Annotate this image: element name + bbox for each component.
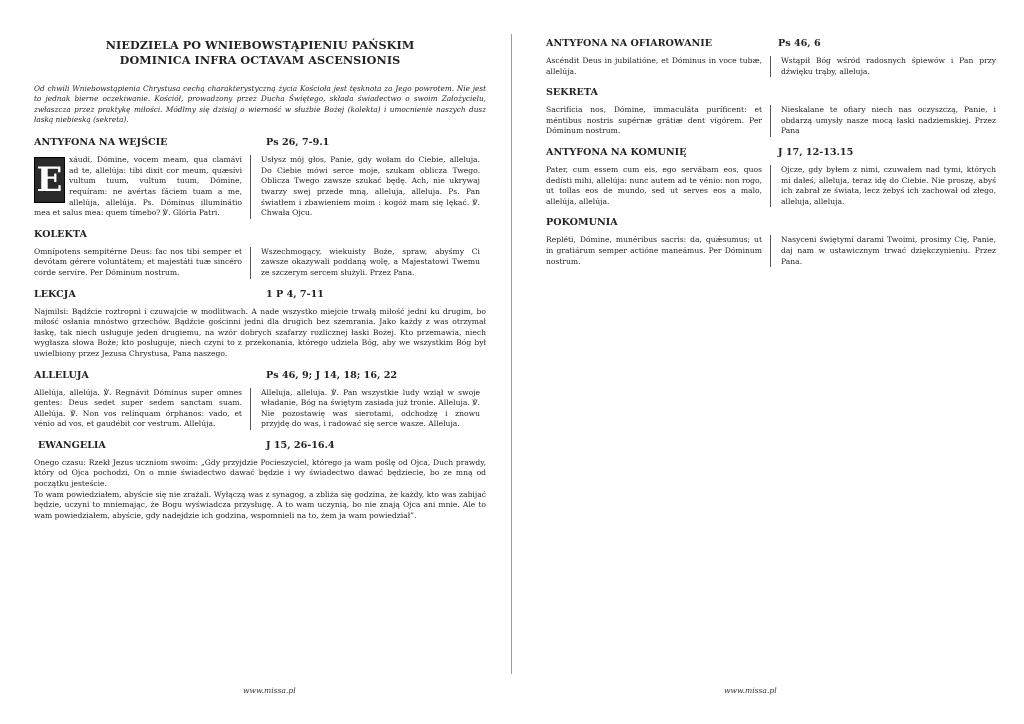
introit-reference: Ps 26, 7-9.1 xyxy=(266,137,330,149)
title-latin: DOMINICA INFRA OCTAVAM ASCENSIONIS xyxy=(119,53,401,67)
alleluia-latin: Allelúja, allelúja. ℣. Regnávit Dóminus super omnes gentes: Deus sedet super sedem sanctam suam. Allelúja. ℣. Non vos relínquam órphanos: vado, et vénio ad vos, et gaudébit cor vestrum. Allelúja. xyxy=(34,387,242,429)
gospel-paragraph-2: To wam powiedziałem, abyście się nie zrażali. Wyłączą was z synagog, a zbliża się godzina, że każdy, kto was zabijać będzie, uczyni to mniemając, że Bogu wyświadcza przysługę. A to wam uczynią, bo nie znają Ojca ani mnie. Ale to wam powiedziałem, abyście, gdy nadejdzie ich godzina, wspomnieli na to, żem ja wam powiedział”. xyxy=(34,489,486,520)
right-page xyxy=(512,0,1024,724)
introit-title: ANTYFONA NA WEJŚCIE xyxy=(34,137,168,149)
lesson-header xyxy=(34,289,486,301)
postcommunion-polish: Nasyceni świętymi darami Twoimi, prosimy Cię, Panie, daj nam w ustawicznym trwać dziękczynieniu. Przez Pana. xyxy=(770,235,996,267)
gospel-text xyxy=(34,458,486,522)
collect-header xyxy=(34,229,486,241)
offertory-polish: Wstąpił Bóg wśród radosnych śpiewów i Pan przy dźwięku trąby, alleluja. xyxy=(770,56,996,77)
introit-header xyxy=(34,137,486,149)
decorated-initial: E xyxy=(34,157,65,203)
collect-section xyxy=(34,247,486,279)
communion-latin: Pater, cum essem cum eis, ego servábam eos, quos dedísti mihi, allelúja: nunc autem ad te vénio: non rogo, ut tollas eos de mundo, sed ut serves eos a malo, allelúja, allelúja. xyxy=(546,164,762,206)
offertory-latin: Ascéndit Deus in jubilatióne, et Dóminus in voce tubæ, allelúja. xyxy=(546,56,762,76)
offertory-reference: Ps 46, 6 xyxy=(778,38,821,49)
communion-section xyxy=(546,165,998,207)
offertory-title: ANTYFONA NA OFIAROWANIE xyxy=(546,38,713,49)
collect-title: KOLEKTA xyxy=(34,228,87,240)
secret-polish: Nieskalane te ofiary niech nas oczyszczą, Panie, i obdarzą umysły nasze mocą łaski nadziemskiej. Przez Pana xyxy=(770,105,996,137)
collect-polish: Wszechmogący, wiekuisty Boże, spraw, abyśmy Ci zawsze okazywali poddaną wolę, a Majestatowi Twemu ze szczerym sercem służyli. Przez Pana. xyxy=(250,247,480,279)
postcommunion-section xyxy=(546,235,998,267)
lesson-reference: 1 P 4, 7-11 xyxy=(266,288,324,300)
secret-section xyxy=(546,105,998,137)
offertory-header xyxy=(546,38,998,50)
introit-latin-text: xáudi, Dómine, vocem meam, qua clamávi ad te, allelúja: tibi dixit cor meum, quæsívi vultum tuum, vultum tuum, Dómine, requíram: ne avértas fáciem tuam a me, allelúja, allelúja. Ps. Dóminus illuminátio mea et salus mea: quem tímebo? ℣. Glória Patri. xyxy=(34,155,242,218)
lesson-text: Najmilsi: Bądźcie roztropni i czuwajcie w modlitwach. A nade wszystko miejcie trwałą miłość jedni ku drugim, bo miłość osłania mnóstwo grzechów. Bądźcie gościnni jedni dla drugich bez szemrania. Jako każdy z was otrzymał łaskę, tak niech usługuje jeden drugiemu, na wzór dobrych szafarzy rozlicznej łaski Bożej. Kto przemawia, niech wygłasza słowa Boże; kto posługuje, niech czyni to z przekonania, którego udziela Bóg, aby we wszystkim Bóg był uwielbiony przez Jezusa Chrystusa, Pana naszego. xyxy=(34,306,486,358)
postcommunion-title: POKOMUNIA xyxy=(546,217,618,229)
collect-latin: Omnípotens sempitérne Deus: fac nos tibi semper et devótam gérere voluntátem; et majestáti tuæ sincéro corde servíre. Per Dóminum nostrum. xyxy=(34,246,242,277)
secret-latin: Sacrifícia nos, Dómine, immaculáta puríficent: et méntibus nostris supérnæ grátiæ dent vigórem. Per Dóminum nostrum. xyxy=(546,105,762,136)
alleluia-reference: Ps 46, 9; J 14, 18; 16, 22 xyxy=(266,369,398,381)
gospel-header xyxy=(34,440,486,452)
gospel-reference: J 15, 26-16.4 xyxy=(266,439,335,451)
offertory-section xyxy=(546,56,998,77)
page-title xyxy=(34,38,486,68)
alleluia-header xyxy=(34,370,486,382)
footer-link-left[interactable]: www.missa.pl xyxy=(243,686,296,695)
alleluia-polish: Alleluja, alleluja. ℣. Pan wszystkie ludy wziął w swoje władanie, Bóg na świętym zasiada już tronie. Alleluja. ℣. Nie pozostawię was sierotami, odchodzę i znowu przyjdę do was, i radować się serce wasze. Alleluja. xyxy=(250,388,480,430)
gospel-paragraph-1: Onego czasu: Rzekł Jezus uczniom swoim: „Gdy przyjdzie Pocieszyciel, którego ja wam poślę od Ojca, Duch prawdy, który od Ojca pochodzi, On o mnie świadectwo dawać będzie i wy świadectwo dawać będziecie, bo ze mną od początku jesteście. xyxy=(34,457,486,489)
postcommunion-header xyxy=(546,217,998,229)
title-polish: NIEDZIELA PO WNIEBOWSTĄPIENIU PAŃSKIM xyxy=(105,38,415,52)
postcommunion-latin: Repléti, Dómine, munéribus sacris: da, quǽsumus; ut in gratiárum semper actióne maneámus. Per Dóminum nostrum. xyxy=(546,235,762,266)
secret-title: SEKRETA xyxy=(546,87,598,99)
communion-title: ANTYFONA NA KOMUNIĘ xyxy=(546,146,687,158)
introit-polish: Usłysz mój głos, Panie, gdy wołam do Ciebie, alleluja. Do Ciebie mówi serce moje, szukam oblicza Twego. Oblicza Twego zawsze szukać będę. Ach, nie ukrywaj twarzy swej przede mną, alleluja, alleluja. Ps. Pan światłem i zbawieniem moim : kogóż mam się lękać. ℣. Chwała Ojcu. xyxy=(250,155,480,219)
alleluia-section xyxy=(34,388,486,430)
communion-polish: Ojcze, gdy byłem z nimi, czuwałem nad tymi, których mi dałeś, alleluja, teraz idę do Ciebie. Nie proszę, abyś ich zabrał ze świata, lecz żebyś ich zachował od złego, alleluja, alleluja. xyxy=(770,165,996,207)
introit-latin xyxy=(34,155,250,219)
footer-link-right[interactable]: www.missa.pl xyxy=(724,686,777,695)
gospel-title: EWANGELIA xyxy=(38,439,106,451)
alleluia-title: ALLELUJA xyxy=(34,369,89,381)
introit-section xyxy=(34,155,486,219)
intro-text: Od chwili Wniebowstąpienia Chrystusa cechą charakterystyczną życia Kościoła jest tęsknota za Jego powrotem. Nie jest to jednak bierne oczekiwanie. Kościół, prowadzony przez Ducha Świętego, składa świadectwo o swoim Założycielu, zwłaszcza przez praktykę miłości. Módlmy się dzisiaj o wierność w służbie Bożej (kolekta) i umocnienie naszych dusz łaską niebieską (sekreta). xyxy=(34,84,486,124)
secret-header xyxy=(546,87,998,99)
communion-header xyxy=(546,147,998,159)
lesson-title: LEKCJA xyxy=(34,288,76,300)
communion-reference: J 17, 12-13.15 xyxy=(778,146,854,158)
